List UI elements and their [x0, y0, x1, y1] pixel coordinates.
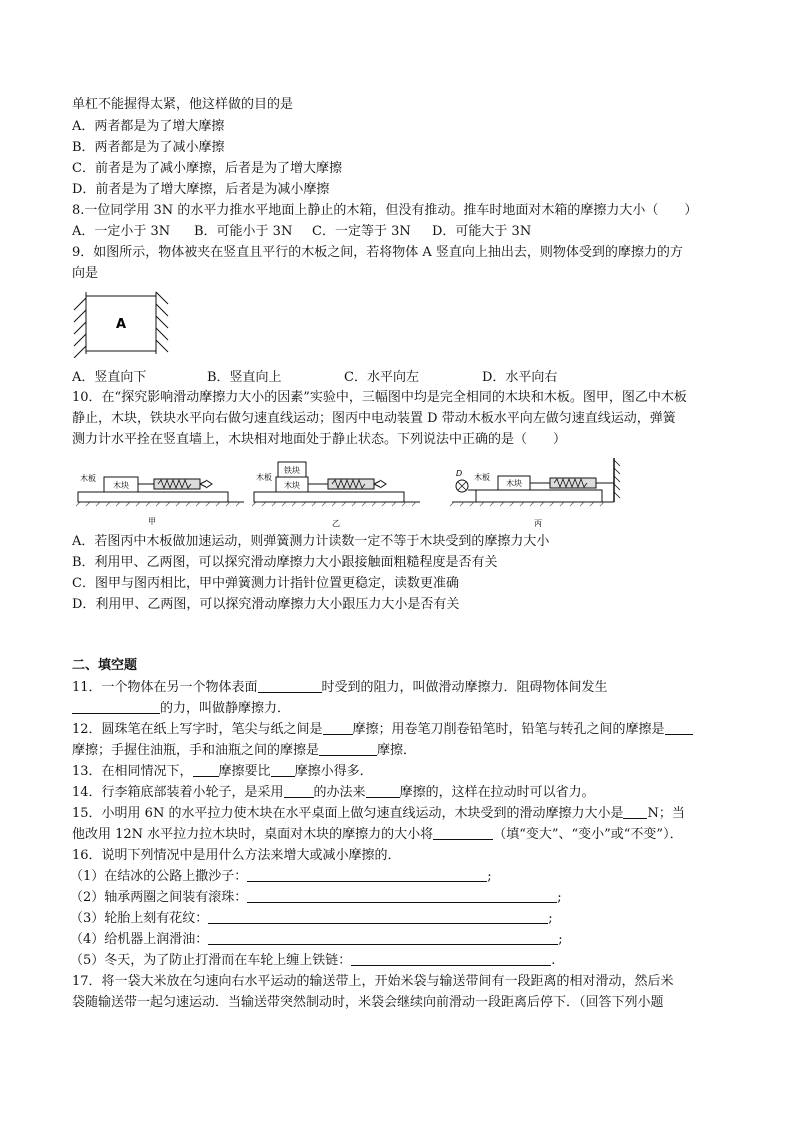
q13-blank-2[interactable]	[271, 763, 295, 777]
q11-blank-2[interactable]	[72, 700, 160, 714]
q13-line	[72, 763, 373, 781]
q16-item-2-end: ;	[557, 890, 562, 905]
q10-figure-b	[252, 458, 422, 530]
q15-blank-2[interactable]	[433, 826, 493, 840]
q7-stem-continuation: 单杠不能握得太紧，他这样做的目的是	[72, 97, 294, 112]
q12-text-c: 摩擦；手握住油瓶，手和油瓶之间的摩擦是	[72, 743, 320, 758]
q7-option-c: C．前者是为了减小摩擦，后者是为了增大摩擦	[72, 161, 342, 176]
q16-blank-4[interactable]	[208, 931, 558, 945]
q9-options	[72, 369, 557, 387]
q15-blank-1[interactable]	[623, 805, 647, 819]
q16-item-5-label: （5）冬天，为了防止打滑而在车轮上缠上铁链：	[70, 953, 352, 968]
q16-item-5-end: .	[551, 953, 556, 968]
board-label: 木板	[80, 474, 96, 483]
caption-c: 丙	[534, 519, 542, 528]
q10-stem-line1: 10．在“探究影响滑动摩擦力大小的因素”实验中，三幅图中均是完全相同的木块和木板。图甲，图乙中木板	[72, 390, 687, 405]
ground-hatch	[450, 502, 604, 506]
q12-blank-3[interactable]	[319, 742, 377, 756]
q8-option-d: D．可能大于 3N	[432, 224, 532, 239]
q16-item-1	[70, 868, 492, 886]
q12-line1	[72, 721, 693, 739]
q10-option-c: C．图甲与图丙相比，甲中弹簧测力计指针位置更稳定，读数更准确	[72, 576, 459, 591]
q11-text-b: 时受到的阻力，叫做滑动摩擦力．阻碍物体间发生	[321, 680, 608, 695]
q10-option-d: D．利用甲、乙两图，可以探究滑动摩擦力大小跟压力大小是否有关	[72, 597, 460, 612]
motor-label: D	[456, 469, 463, 478]
q12-line2	[72, 742, 416, 760]
q11-text-c: 的力，叫做静摩擦力．	[160, 701, 291, 716]
q15-line1	[72, 805, 685, 823]
q16-item-3-label: （3）轮胎上刻有花纹：	[70, 911, 209, 926]
q13-blank-1[interactable]	[193, 763, 219, 777]
q16-item-2-label: （2）轴承两圈之间装有滚珠：	[70, 890, 248, 905]
hand-pull	[200, 480, 212, 488]
q16-item-1-end: ;	[487, 869, 492, 884]
caption-a: 甲	[148, 517, 156, 526]
q16-blank-5[interactable]	[351, 952, 551, 966]
board-label: 木板	[256, 473, 272, 482]
q8-option-b: B．可能小于 3N	[194, 224, 293, 239]
q13-text-a: 13．在相同情况下，	[72, 764, 193, 779]
q16-item-1-label: （1）在结冰的公路上撒沙子：	[70, 869, 248, 884]
q9-object-label: A	[115, 317, 127, 332]
q14-line	[72, 784, 595, 802]
q15-text-a: 15．小明用 6N 的水平拉力使木块在水平桌面上做匀速直线运动，木块受到的滑动摩擦力大小是	[72, 806, 624, 821]
q9-left-wall	[74, 292, 86, 358]
wood-block-label: 木块	[284, 481, 300, 490]
q11-blank-1[interactable]	[258, 679, 322, 693]
q15-line2	[72, 826, 683, 844]
q11-line1	[72, 679, 608, 697]
q9-stem-line1: 9．如图所示，物体被夹在竖直且平行的木板之间，若将物体 A 竖直向上抽出去，则物体受到的摩擦力的方	[72, 245, 683, 260]
wood-block-label: 木块	[506, 479, 522, 488]
q16-item-4	[70, 931, 563, 949]
q7-option-d: D．前者是为了增大摩擦，后者是为减小摩擦	[72, 182, 330, 197]
board	[476, 490, 602, 502]
q9-stem-line2: 向是	[72, 266, 99, 281]
hand-pull	[374, 480, 386, 488]
q12-text-b: 摩擦；用卷笔刀削卷铅笔时，铅笔与转孔之间的摩擦是	[352, 722, 665, 737]
q17-line1: 17．将一袋大米放在匀速向右水平运动的输送带上，开始米袋与输送带间有一段距离的相对滑动，然后米	[72, 974, 674, 989]
q15-text-b: N；当	[647, 806, 685, 821]
caption-b: 乙	[332, 519, 340, 528]
q17-line2: 袋随输送带一起匀速运动．当输送带突然制动时，米袋会继续向前滑动一段距离后停下．（回答下列小题	[72, 995, 664, 1010]
q15-text-d: （填“变大”、“变小”或“不变”）．	[493, 827, 683, 842]
q11-line2	[72, 700, 290, 718]
q13-text-c: 摩擦小得多．	[294, 764, 373, 779]
q13-text-b: 摩擦要比	[218, 764, 271, 779]
q8-stem: 8.一位同学用 3N 的水平力推水平地面上静止的木箱，但没有推动。推车时地面对木箱的摩擦力大小（ ）	[72, 203, 698, 218]
q14-blank-2[interactable]	[366, 784, 400, 798]
q8-option-a: A．一定小于 3N	[72, 224, 171, 239]
q16-blank-2[interactable]	[247, 889, 557, 903]
q10-figure-c	[450, 456, 622, 530]
board	[78, 492, 228, 502]
q14-text-b: 的办法来	[313, 785, 366, 800]
q11-text-a: 11．一个物体在另一个物体表面	[72, 680, 258, 695]
q14-blank-1[interactable]	[284, 784, 314, 798]
board	[254, 492, 404, 502]
q10-stem-line2: 静止，木块，铁块水平向右做匀速直线运动；图丙中电动装置 D 带动木板水平向左做匀速直线运动，弹簧	[72, 411, 676, 426]
q15-text-c: 他改用 12N 水平拉力拉木块时，桌面对木块的摩擦力的大小将	[72, 827, 434, 842]
q9-option-d: D．水平向右	[482, 370, 558, 385]
q14-text-c: 摩擦的，这样在拉动时可以省力。	[399, 785, 595, 800]
q16-item-5	[70, 952, 555, 970]
q12-text-d: 摩擦．	[377, 743, 417, 758]
q16-item-3	[70, 910, 553, 928]
q10-stem-line3: 测力计水平拴在竖直墙上，木块相对地面处于静止状态。下列说法中正确的是（ ）	[72, 432, 567, 447]
q8-options	[72, 223, 531, 241]
q12-blank-2[interactable]	[665, 721, 693, 735]
q16-blank-3[interactable]	[208, 910, 548, 924]
q16-blank-1[interactable]	[247, 868, 487, 882]
q16-item-2	[70, 889, 562, 907]
q8-option-c: C．一定等于 3N	[312, 224, 411, 239]
board-label: 木板	[474, 473, 490, 482]
q16-item-4-label: （4）给机器上润滑油：	[70, 932, 209, 947]
q16-item-4-end: ;	[558, 932, 563, 947]
ground-hatch	[252, 502, 416, 506]
q14-text-a: 14．行李箱底部装着小轮子，是采用	[72, 785, 284, 800]
q9-figure	[72, 288, 182, 358]
q10-option-a: A．若图丙中木板做加速运动，则弹簧测力计读数一定不等于木块受到的摩擦力大小	[72, 534, 550, 549]
section-title: 二、填空题	[72, 658, 138, 673]
q12-blank-1[interactable]	[323, 721, 353, 735]
q7-option-a: A．两者都是为了增大摩擦	[72, 119, 225, 134]
q16-stem: 16．说明下列情况中是用什么方法来增大或减小摩擦的．	[72, 848, 401, 863]
q9-right-wall	[156, 292, 168, 354]
q9-option-c: C．水平向左	[344, 370, 419, 385]
wall-hatch	[614, 460, 620, 498]
q10-figure-a	[76, 458, 246, 528]
ground-hatch	[76, 502, 240, 506]
q9-option-b: B．竖直向上	[207, 370, 282, 385]
q7-option-b: B．两者都是为了减小摩擦	[72, 140, 225, 155]
wood-block-label: 木块	[113, 481, 129, 490]
q10-option-b: B．利用甲、乙两图，可以探究滑动摩擦力大小跟接触面粗糙程度是否有关	[72, 555, 498, 570]
q12-text-a: 12．圆珠笔在纸上写字时，笔尖与纸之间是	[72, 722, 323, 737]
q9-option-a: A．竖直向下	[72, 370, 147, 385]
q16-item-3-end: ;	[548, 911, 553, 926]
iron-block-label: 铁块	[284, 466, 300, 475]
